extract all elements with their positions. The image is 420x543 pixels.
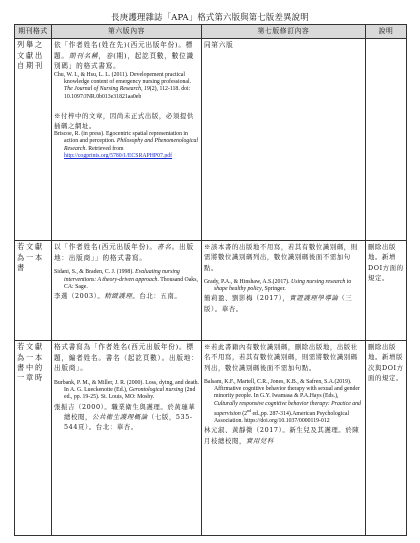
format-description: 以「作者姓名(西元出版年份)。書名。出版地：出版商」」的格式書寫。 xyxy=(54,243,194,262)
reference-example: Burbank, P. M., & Miller, J. R. (2000). Loss, dying, and death. In A. G. Lueckenotte (Ed.), Gerontological nursing (2nd ed., pp. 19-25). St. Louis, MO: Mosby. xyxy=(54,379,200,401)
notice-text: ※付梓中的文章，因尚未正式出版，必須提供插碼之網址。 xyxy=(54,111,194,130)
header-v6: 第六版內容 xyxy=(52,25,202,39)
header-v7: 第七版修訂內容 xyxy=(202,25,366,39)
note-cell: 刪除出版地。新增DOI方面的規定。 xyxy=(366,241,407,341)
header-period: 期刊格式 xyxy=(15,25,52,39)
v6-cell xyxy=(52,341,202,536)
header-note: 說明 xyxy=(366,25,407,39)
reference-link[interactable]: http://cogprints.org/5780/1/ECSRAPHP07.pdf xyxy=(64,152,173,159)
period-cell: 若文獻為一本書 xyxy=(15,241,52,341)
period-cell: 列舉之文獻出自期刊 xyxy=(15,39,52,241)
reference-example: Grady, P.A., & Hinshaw, A.S.(2017). Using nursing research to shape healthy policy, Springer. xyxy=(204,278,352,293)
reference-example: 簡莉盈、劉影梅（2017），實證護理學導論（三版）。華杏。 xyxy=(204,294,353,313)
v7-cell xyxy=(202,241,366,341)
format-description: 格式書寫為「作者姓名(西元出版年份)。標題，編者姓名。書名（起訖頁數）。出版地：出版商」。 xyxy=(54,343,199,373)
reference-example: Sidani, S., & Braden, C. J. (1998). Evaluating nursing interventions: A theory-driven approach. Thousand Oaks, CA: Sage. xyxy=(54,269,198,290)
comparison-table xyxy=(14,24,407,536)
table-row xyxy=(15,39,407,241)
reference-example: Balsam, K.F., Martell, C.R., Jones, K.B., & Safren, S.A.(2019). Affirmative cognitive behavior therapy with sexual and gender minority people. In G.Y. Iwamasa & P.A.Hays (Eds.), Culturally responsive cognitive behavior therapy: Practice and supervision (2nd ed.,pp. 287-314).American Psychological Association. https://doi.org/10.1037/0000119-012 xyxy=(204,378,361,425)
v6-cell xyxy=(52,39,202,241)
reference-example: 李選（2003）。精緻護理。台北：五南。 xyxy=(54,291,182,300)
notice-text: ※若此書籍內有數位識別碼，刪除出版地，出版社名不用寫，若其有數位識別碼，則需將數位識別碼列出，數位識別碼後面不需加句點。 xyxy=(204,343,358,372)
reference-example: Chu, W. I., & Hsu, L. L. (2011). Developement practical knowledge content of emergency nursing professional. The Journal of Nursing Research, 19(2), 112-118. doi: 10.1097/JNR.0b013e31821aa0eb xyxy=(54,71,192,100)
format-description: 依「作者姓名(姓在先)(西元出版年份)。標題。期刊名稱，卷(期)，起訖頁數，數位識別碼」的格式書寫。 xyxy=(54,41,194,71)
reference-example: Briscoe, R. (in press). Egocentric spatial representation in action and perception. Philosophy and Phenomenological Research. Retrieved from http://cogprints.org/5780/1/ECSRAPHP07.pdf xyxy=(54,131,198,159)
reference-example: 林元淑、黃靜微（2017）。新生兒及其護理。於陳月枝總校閱，實用兒科 xyxy=(204,426,360,445)
reference-example: 張振吉（2000）。職業衛生與護理。於黃璉華總校閱，公共衛生護理概論（七版，535-544頁）。台北：華杏。 xyxy=(54,402,196,432)
v6-cell xyxy=(52,241,202,341)
table-row xyxy=(15,241,407,341)
table-header-row xyxy=(15,25,407,39)
period-cell: 若文獻為一本書中的一章時 xyxy=(15,341,52,536)
notice-text: ※該本書的出版地不用寫，若其有數位識別碼，則需將數位識別碼列出，數位識別碼後面不需加句點。 xyxy=(204,243,358,272)
v7-cell xyxy=(202,341,366,536)
table-row xyxy=(15,341,407,536)
v7-cell: 同第六版 xyxy=(202,39,366,241)
page-title: 長庚護理雜誌「APA」格式第六版與第七版差異說明 xyxy=(111,12,309,22)
note-cell xyxy=(366,39,407,241)
note-cell: 刪除出版地。新增版次與DOI方面的規定。 xyxy=(366,341,407,536)
